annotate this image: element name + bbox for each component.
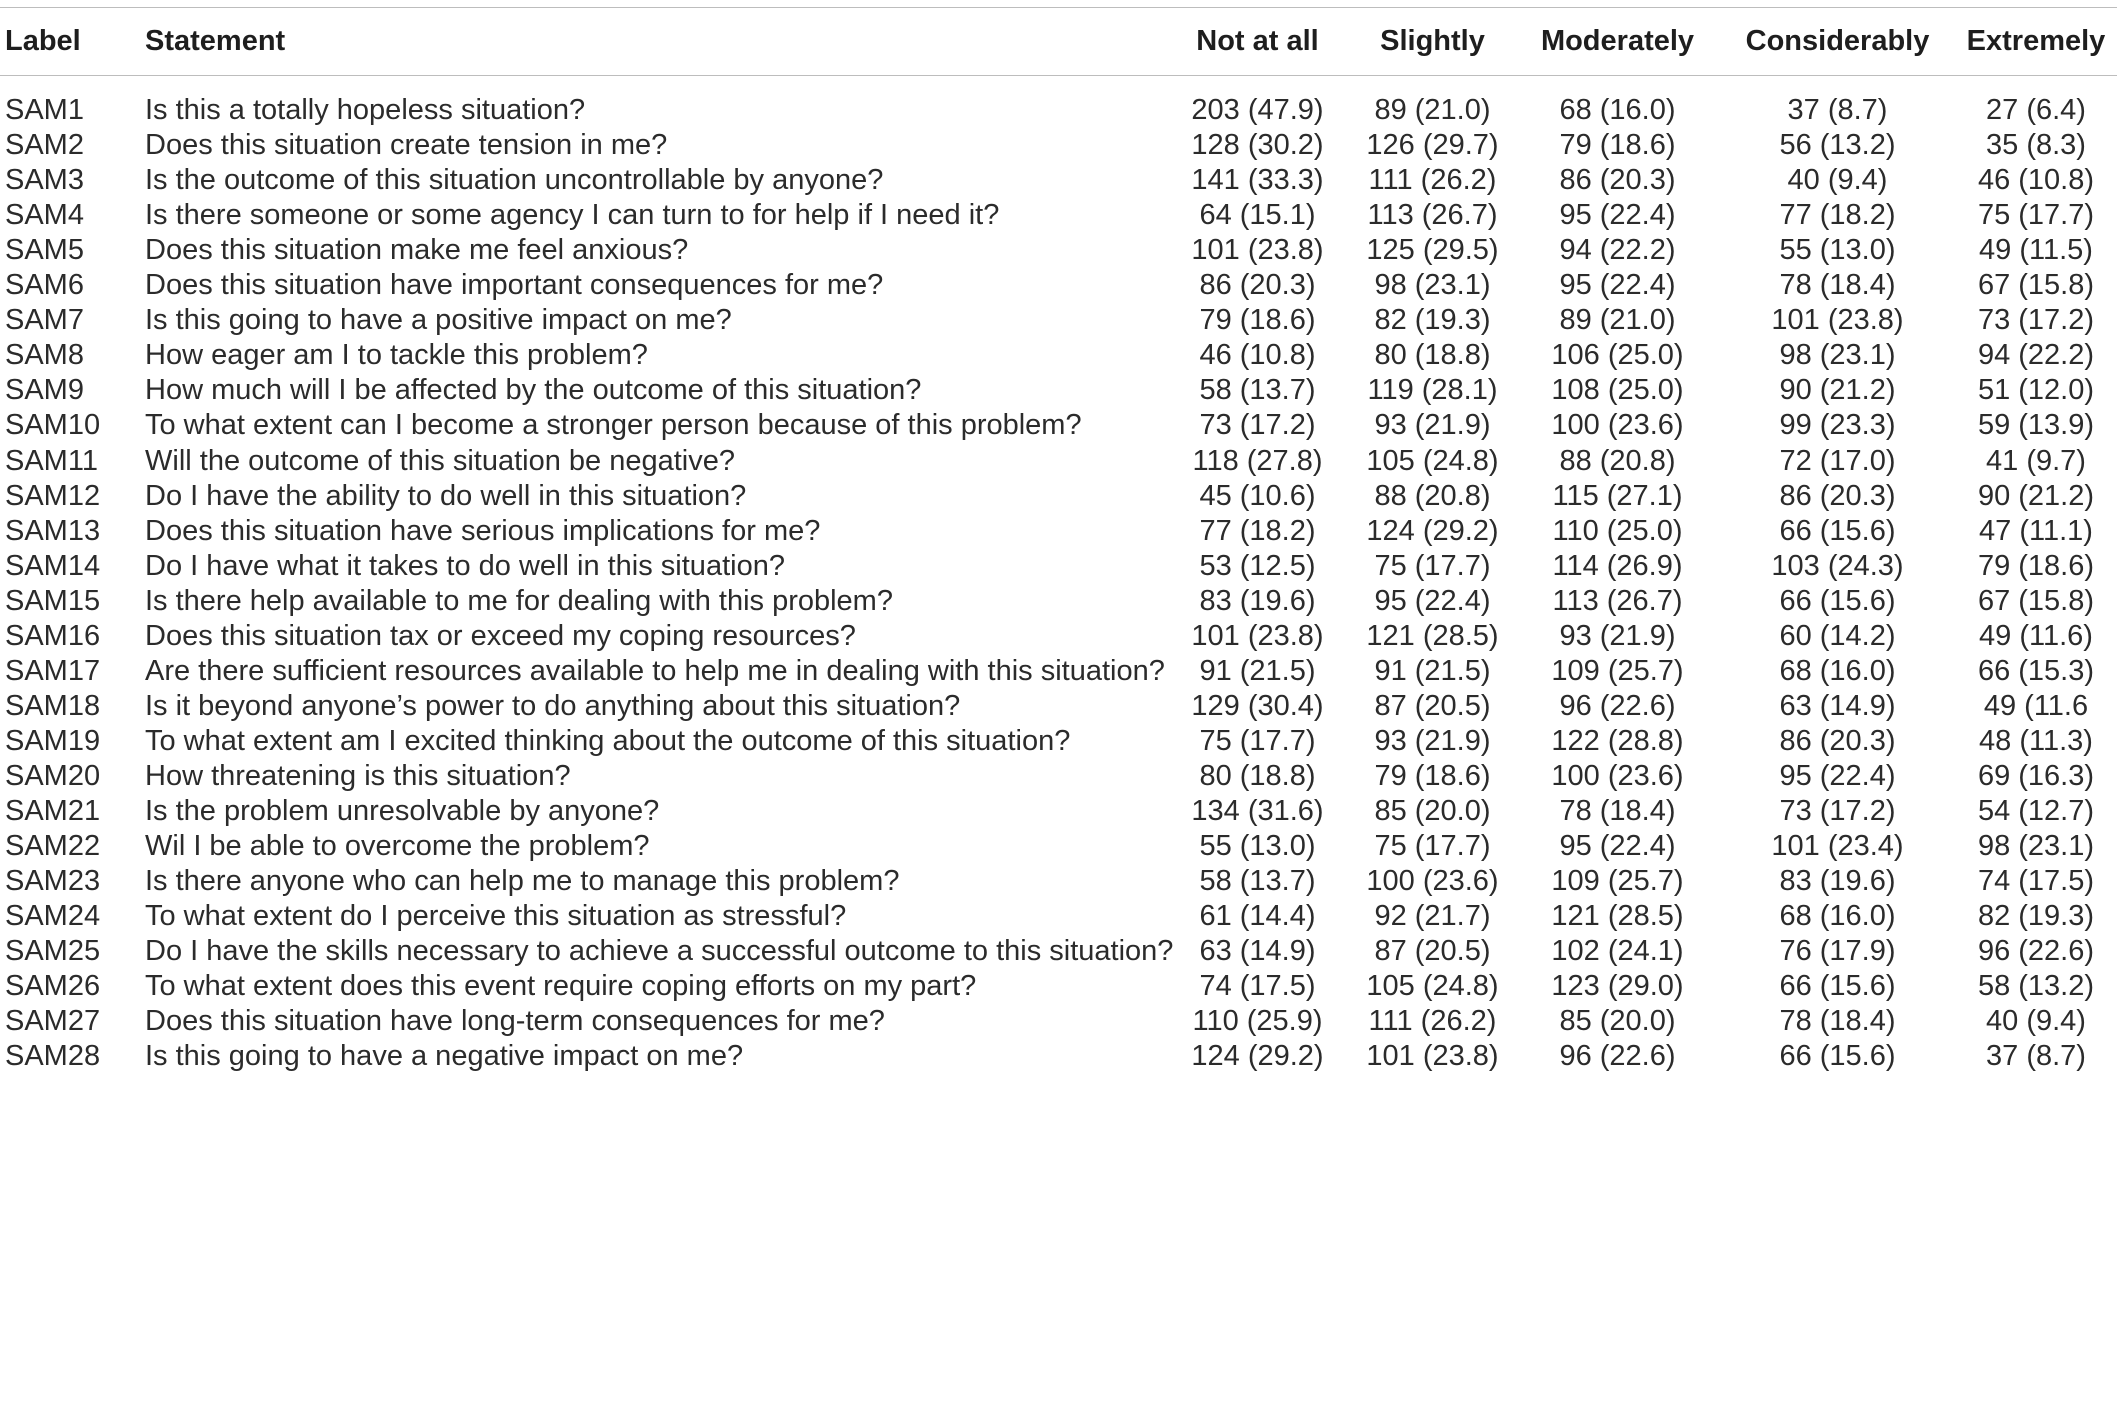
cell-extremely: 37 (8.7) — [1986, 1040, 2086, 1073]
cell-moderately: 110 (25.0) — [1552, 514, 1683, 547]
cell-considerably: 72 (17.0) — [1779, 444, 1896, 477]
cell-extremely: 51 (12.0) — [1977, 374, 2095, 407]
cell-slightly: 105 (24.8) — [1366, 444, 1499, 477]
cell-statement: Is this going to have a negative impact on me? — [145, 1040, 744, 1073]
cell-label: SAM21 — [5, 795, 101, 827]
header-extremely: Extremely — [1966, 25, 2106, 57]
cell-slightly: 95 (22.4) — [1374, 584, 1491, 617]
header-slightly: Slightly — [1380, 25, 1485, 57]
cell-moderately: 108 (25.0) — [1551, 374, 1684, 407]
cell-considerably: 77 (18.2) — [1779, 199, 1896, 232]
cell-slightly: 80 (18.8) — [1374, 339, 1491, 372]
cell-slightly: 126 (29.7) — [1366, 129, 1499, 162]
cell-not-at-all: 141 (33.3) — [1191, 164, 1324, 197]
cell-label: SAM26 — [5, 970, 101, 1003]
cell-label: SAM24 — [5, 900, 101, 933]
cell-extremely: 94 (22.2) — [1977, 339, 2095, 372]
header-not-at-all: Not at all — [1196, 25, 1319, 57]
cell-considerably: 55 (13.0) — [1779, 234, 1896, 267]
cell-extremely: 35 (8.3) — [1986, 129, 2086, 162]
cell-considerably: 78 (18.4) — [1779, 269, 1896, 302]
cell-extremely: 59 (13.9) — [1977, 409, 2095, 442]
cell-statement: Do I have the skills necessary to achieve a successful outcome to this situation? — [145, 935, 1174, 968]
cell-not-at-all: 101 (23.8) — [1191, 234, 1324, 267]
cell-not-at-all: 80 (18.8) — [1199, 759, 1316, 792]
cell-label: SAM2 — [5, 129, 84, 162]
header-moderately: Moderately — [1540, 25, 1695, 57]
cell-moderately: 122 (28.8) — [1551, 724, 1684, 757]
cell-considerably: 86 (20.3) — [1779, 724, 1896, 757]
cell-slightly: 119 (28.1) — [1367, 374, 1498, 407]
cell-not-at-all: 45 (10.6) — [1199, 479, 1316, 512]
table-header-row — [0, 9, 2117, 56]
cell-statement: Will the outcome of this situation be negative? — [145, 444, 735, 477]
cell-extremely: 90 (21.2) — [1977, 479, 2095, 512]
cell-label: SAM16 — [5, 619, 101, 652]
cell-not-at-all: 75 (17.7) — [1199, 724, 1316, 757]
cell-not-at-all: 63 (14.9) — [1199, 935, 1316, 968]
cell-considerably: 68 (16.0) — [1779, 654, 1896, 687]
cell-extremely: 47 (11.1) — [1979, 514, 2093, 547]
cell-slightly: 85 (20.0) — [1374, 795, 1491, 827]
cell-considerably: 99 (23.3) — [1779, 409, 1896, 442]
cell-statement: Do I have the ability to do well in this situation? — [145, 479, 747, 512]
cell-moderately: 88 (20.8) — [1559, 444, 1676, 477]
cell-slightly: 101 (23.8) — [1366, 1040, 1499, 1073]
cell-statement: Does this situation tax or exceed my coping resources? — [145, 619, 856, 652]
cell-statement: Is this going to have a positive impact on me? — [145, 304, 732, 337]
cell-label: SAM9 — [5, 374, 84, 407]
cell-moderately: 121 (28.5) — [1551, 900, 1684, 933]
cell-extremely: 49 (11.6 — [1983, 689, 2089, 722]
cell-moderately: 79 (18.6) — [1559, 129, 1676, 162]
cell-slightly: 121 (28.5) — [1366, 619, 1499, 652]
cell-extremely: 67 (15.8) — [1977, 269, 2095, 302]
cell-not-at-all: 83 (19.6) — [1199, 584, 1316, 617]
cell-extremely: 79 (18.6) — [1977, 549, 2095, 582]
cell-not-at-all: 203 (47.9) — [1191, 94, 1324, 126]
cell-label: SAM11 — [5, 444, 98, 477]
cell-statement: To what extent can I become a stronger person because of this problem? — [145, 409, 1082, 442]
cell-moderately: 68 (16.0) — [1559, 94, 1676, 126]
cell-moderately: 109 (25.7) — [1551, 865, 1684, 898]
cell-considerably: 40 (9.4) — [1787, 164, 1888, 197]
cell-considerably: 66 (15.6) — [1779, 514, 1896, 547]
cell-label: SAM10 — [5, 409, 101, 442]
cell-statement: Wil I be able to overcome the problem? — [145, 830, 650, 863]
cell-not-at-all: 53 (12.5) — [1199, 549, 1316, 582]
cell-moderately: 95 (22.4) — [1559, 199, 1676, 232]
cell-considerably: 90 (21.2) — [1779, 374, 1896, 407]
cell-label: SAM1 — [5, 94, 84, 126]
cell-label: SAM20 — [5, 759, 101, 792]
cell-extremely: 67 (15.8) — [1977, 584, 2095, 617]
cell-statement: Is there someone or some agency I can turn to for help if I need it? — [145, 199, 1000, 232]
cell-moderately: 85 (20.0) — [1559, 1005, 1676, 1038]
cell-statement: To what extent am I excited thinking about the outcome of this situation? — [145, 724, 1071, 757]
cell-not-at-all: 74 (17.5) — [1199, 970, 1316, 1003]
cell-label: SAM22 — [5, 830, 101, 863]
cell-slightly: 87 (20.5) — [1374, 935, 1491, 968]
cell-slightly: 82 (19.3) — [1374, 304, 1491, 337]
cell-statement: To what extent does this event require coping efforts on my part? — [145, 970, 977, 1003]
cell-extremely: 98 (23.1) — [1977, 830, 2095, 863]
cell-slightly: 124 (29.2) — [1366, 514, 1499, 547]
cell-considerably: 78 (18.4) — [1779, 1005, 1896, 1038]
cell-slightly: 93 (21.9) — [1374, 409, 1491, 442]
cell-statement: How much will I be affected by the outcome of this situation? — [145, 374, 922, 407]
cell-slightly: 113 (26.7) — [1367, 199, 1498, 232]
header-statement: Statement — [145, 25, 286, 57]
cell-label: SAM18 — [5, 689, 101, 722]
cell-not-at-all: 58 (13.7) — [1199, 374, 1316, 407]
cell-statement: Do I have what it takes to do well in this situation? — [145, 549, 785, 582]
cell-label: SAM8 — [5, 339, 84, 372]
cell-considerably: 63 (14.9) — [1779, 689, 1896, 722]
cell-not-at-all: 64 (15.1) — [1199, 199, 1316, 232]
cell-label: SAM27 — [5, 1005, 101, 1038]
cell-considerably: 66 (15.6) — [1779, 970, 1896, 1003]
cell-extremely: 74 (17.5) — [1977, 865, 2095, 898]
cell-not-at-all: 73 (17.2) — [1199, 409, 1316, 442]
cell-moderately: 86 (20.3) — [1559, 164, 1676, 197]
cell-considerably: 98 (23.1) — [1779, 339, 1896, 372]
cell-not-at-all: 110 (25.9) — [1192, 1005, 1323, 1038]
cell-moderately: 115 (27.1) — [1552, 479, 1683, 512]
cell-not-at-all: 124 (29.2) — [1191, 1040, 1324, 1073]
cell-statement: Does this situation have important consequences for me? — [145, 269, 884, 302]
cell-extremely: 46 (10.8) — [1977, 164, 2095, 197]
cell-considerably: 66 (15.6) — [1779, 584, 1896, 617]
cell-moderately: 106 (25.0) — [1551, 339, 1684, 372]
cell-moderately: 78 (18.4) — [1559, 795, 1676, 827]
cell-extremely: 49 (11.6) — [1979, 619, 2093, 652]
cell-considerably: 101 (23.8) — [1771, 304, 1904, 337]
cell-label: SAM6 — [5, 269, 84, 302]
cell-not-at-all: 58 (13.7) — [1199, 865, 1316, 898]
cell-slightly: 125 (29.5) — [1366, 234, 1499, 267]
table-row — [0, 1033, 2117, 1080]
cell-considerably: 83 (19.6) — [1779, 865, 1896, 898]
cell-not-at-all: 118 (27.8) — [1192, 444, 1323, 477]
cell-considerably: 73 (17.2) — [1779, 795, 1896, 827]
cell-moderately: 123 (29.0) — [1551, 970, 1684, 1003]
cell-extremely: 66 (15.3) — [1977, 654, 2095, 687]
cell-considerably: 56 (13.2) — [1779, 129, 1896, 162]
header-considerably: Considerably — [1745, 25, 1930, 57]
cell-not-at-all: 128 (30.2) — [1191, 129, 1324, 162]
cell-label: SAM7 — [5, 304, 84, 337]
cell-extremely: 96 (22.6) — [1977, 935, 2095, 968]
cell-statement: Are there sufficient resources available to help me in dealing with this situation? — [145, 654, 1165, 687]
cell-statement: Is the problem unresolvable by anyone? — [145, 795, 660, 827]
cell-considerably: 101 (23.4) — [1771, 830, 1904, 863]
cell-not-at-all: 77 (18.2) — [1199, 514, 1316, 547]
cell-extremely: 49 (11.5) — [1979, 234, 2093, 267]
cell-extremely: 73 (17.2) — [1977, 304, 2095, 337]
cell-slightly: 87 (20.5) — [1374, 689, 1491, 722]
cell-not-at-all: 91 (21.5) — [1199, 654, 1316, 687]
cell-moderately: 95 (22.4) — [1559, 269, 1676, 302]
cell-not-at-all: 134 (31.6) — [1191, 795, 1324, 827]
cell-considerably: 37 (8.7) — [1787, 94, 1888, 126]
cell-statement: Does this situation create tension in me? — [145, 129, 668, 162]
table-header-rule — [0, 75, 2117, 76]
cell-not-at-all: 55 (13.0) — [1199, 830, 1316, 863]
cell-moderately: 100 (23.6) — [1551, 759, 1684, 792]
cell-slightly: 88 (20.8) — [1374, 479, 1491, 512]
cell-label: SAM13 — [5, 514, 101, 547]
cell-label: SAM23 — [5, 865, 101, 898]
cell-considerably: 76 (17.9) — [1779, 935, 1896, 968]
cell-considerably: 68 (16.0) — [1779, 900, 1896, 933]
cell-moderately: 109 (25.7) — [1551, 654, 1684, 687]
cell-moderately: 114 (26.9) — [1552, 549, 1683, 582]
cell-slightly: 93 (21.9) — [1374, 724, 1491, 757]
cell-extremely: 41 (9.7) — [1986, 444, 2086, 477]
cell-statement: Does this situation have serious implications for me? — [145, 514, 821, 547]
cell-not-at-all: 101 (23.8) — [1191, 619, 1324, 652]
cell-slightly: 91 (21.5) — [1374, 654, 1491, 687]
cell-extremely: 69 (16.3) — [1977, 759, 2095, 792]
cell-slightly: 75 (17.7) — [1374, 549, 1491, 582]
cell-label: SAM17 — [5, 654, 101, 687]
cell-statement: Does this situation make me feel anxious? — [145, 234, 689, 267]
cell-not-at-all: 46 (10.8) — [1199, 339, 1316, 372]
cell-statement: Is there anyone who can help me to manage this problem? — [145, 865, 900, 898]
cell-moderately: 96 (22.6) — [1559, 1040, 1676, 1073]
cell-slightly: 75 (17.7) — [1374, 830, 1491, 863]
cell-label: SAM5 — [5, 234, 84, 267]
cell-considerably: 86 (20.3) — [1779, 479, 1896, 512]
cell-moderately: 95 (22.4) — [1559, 830, 1676, 863]
cell-statement: Is there help available to me for dealing with this problem? — [145, 584, 893, 617]
cell-not-at-all: 61 (14.4) — [1199, 900, 1316, 933]
cell-slightly: 79 (18.6) — [1374, 759, 1491, 792]
cell-considerably: 60 (14.2) — [1779, 619, 1896, 652]
cell-extremely: 82 (19.3) — [1977, 900, 2095, 933]
cell-label: SAM15 — [5, 584, 101, 617]
cell-label: SAM3 — [5, 164, 84, 197]
cell-not-at-all: 129 (30.4) — [1191, 689, 1324, 722]
cell-moderately: 96 (22.6) — [1559, 689, 1676, 722]
cell-moderately: 100 (23.6) — [1551, 409, 1684, 442]
cell-statement: Is it beyond anyone’s power to do anything about this situation? — [145, 689, 961, 722]
cell-moderately: 89 (21.0) — [1559, 304, 1676, 337]
cell-extremely: 48 (11.3) — [1979, 724, 2093, 757]
cell-considerably: 95 (22.4) — [1779, 759, 1896, 792]
header-label: Label — [5, 25, 81, 57]
cell-statement: How threatening is this situation? — [145, 759, 571, 792]
cell-slightly: 105 (24.8) — [1366, 970, 1499, 1003]
cell-considerably: 103 (24.3) — [1771, 549, 1904, 582]
cell-extremely: 58 (13.2) — [1977, 970, 2095, 1003]
cell-label: SAM28 — [5, 1040, 101, 1073]
cell-slightly: 100 (23.6) — [1366, 865, 1499, 898]
cell-extremely: 75 (17.7) — [1977, 199, 2095, 232]
cell-statement: Is this a totally hopeless situation? — [145, 94, 586, 126]
cell-statement: How eager am I to tackle this problem? — [145, 339, 648, 372]
cell-slightly: 92 (21.7) — [1374, 900, 1491, 933]
cell-extremely: 27 (6.4) — [1986, 94, 2086, 126]
cell-slightly: 111 (26.2) — [1368, 164, 1497, 197]
cell-label: SAM25 — [5, 935, 101, 968]
cell-considerably: 66 (15.6) — [1779, 1040, 1896, 1073]
cell-slightly: 89 (21.0) — [1374, 94, 1491, 126]
cell-moderately: 94 (22.2) — [1559, 234, 1676, 267]
cell-label: SAM14 — [5, 549, 101, 582]
cell-statement: To what extent do I perceive this situation as stressful? — [145, 900, 847, 933]
cell-statement: Does this situation have long-term consequences for me? — [145, 1005, 885, 1038]
cell-slightly: 98 (23.1) — [1374, 269, 1491, 302]
cell-not-at-all: 79 (18.6) — [1199, 304, 1316, 337]
cell-moderately: 102 (24.1) — [1551, 935, 1684, 968]
cell-not-at-all: 86 (20.3) — [1199, 269, 1316, 302]
cell-label: SAM12 — [5, 479, 101, 512]
table-top-rule — [0, 7, 2117, 8]
cell-extremely: 54 (12.7) — [1977, 795, 2095, 827]
cell-moderately: 113 (26.7) — [1552, 584, 1683, 617]
cell-moderately: 93 (21.9) — [1559, 619, 1676, 652]
cell-label: SAM4 — [5, 199, 84, 232]
cell-statement: Is the outcome of this situation uncontrollable by anyone? — [145, 164, 884, 197]
cell-extremely: 40 (9.4) — [1986, 1005, 2086, 1038]
cell-slightly: 111 (26.2) — [1368, 1005, 1497, 1038]
cell-label: SAM19 — [5, 724, 101, 757]
